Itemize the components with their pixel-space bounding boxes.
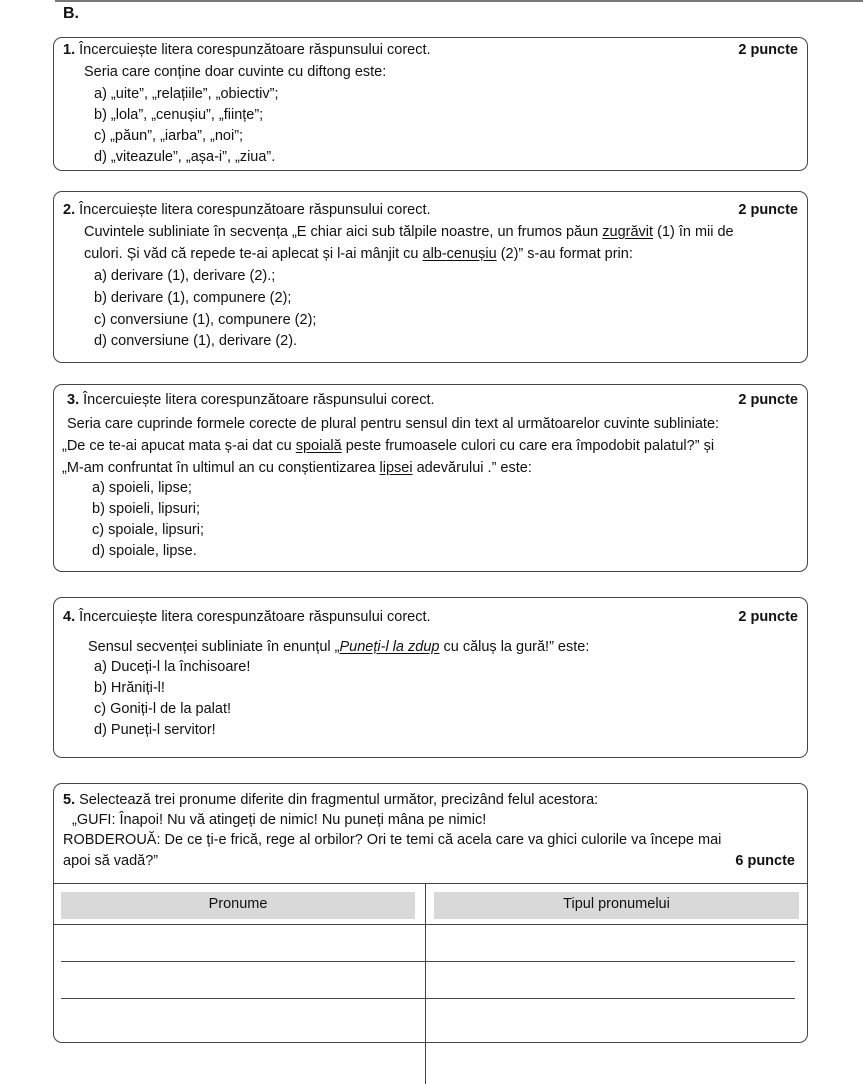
answer-option-c[interactable]: c) Goniți-l de la palat! xyxy=(94,701,232,717)
question-number: 5. xyxy=(63,792,76,808)
question-points: 2 puncte xyxy=(738,202,798,218)
question-number: 4. xyxy=(63,609,76,625)
answer-option-a[interactable]: a) spoieli, lipse; xyxy=(92,480,192,496)
answer-line[interactable] xyxy=(61,998,795,999)
answer-option-a[interactable]: a) Duceți-l la închisoare! xyxy=(94,659,251,675)
text-segment: Sensul secvenței subliniate în enunțul „ xyxy=(88,639,340,655)
question-1-header xyxy=(63,40,431,60)
question-3-box xyxy=(53,384,808,572)
table-header-separator xyxy=(53,924,808,925)
question-prompt xyxy=(88,637,589,657)
text-segment: (2)” s-au format prin: xyxy=(496,246,633,262)
question-points: 2 puncte xyxy=(738,42,798,58)
answer-option-b[interactable]: b) „lola”, „cenușiu”, „ființe”; xyxy=(94,107,264,123)
question-instruction: Selectează trei pronume diferite din fragmentul următor, precizând felul acestora: xyxy=(79,792,599,808)
question-5-box xyxy=(53,783,808,1043)
table-header-tipul-pronumelui: Tipul pronumelui xyxy=(434,892,799,919)
text-segment: adevărului .” este: xyxy=(412,460,532,476)
question-prompt-line xyxy=(62,436,714,456)
answer-option-c[interactable]: c) spoiale, lipsuri; xyxy=(92,522,205,538)
answer-option-a[interactable]: a) derivare (1), derivare (2).; xyxy=(94,268,276,284)
question-5-header xyxy=(63,790,598,810)
text-segment: cu căluș la gură!” este: xyxy=(439,639,590,655)
text-segment: „M-am confruntat în ultimul an cu conștientizarea xyxy=(62,460,380,476)
question-2-header xyxy=(63,200,431,220)
answer-option-d[interactable]: d) conversiune (1), derivare (2). xyxy=(94,333,298,349)
answer-option-c[interactable]: c) „păun”, „iarba”, „noi”; xyxy=(94,128,244,144)
question-points: 2 puncte xyxy=(738,392,798,408)
quoted-fragment-line: ROBDEROUĂ: De ce ți-e frică, rege al orbilor? Ori te temi că acela care va ghici culorile va începe mai xyxy=(63,832,722,848)
question-4-header xyxy=(63,607,431,627)
answer-line[interactable] xyxy=(61,961,795,962)
answer-option-b[interactable]: b) Hrăniți-l! xyxy=(94,680,165,696)
answer-option-c[interactable]: c) conversiune (1), compunere (2); xyxy=(94,312,317,328)
text-segment: culori. Și văd că repede te-ai aplecat și l-ai mânjit cu xyxy=(84,246,423,262)
question-4-box xyxy=(53,597,808,758)
question-points: 2 puncte xyxy=(738,609,798,625)
question-1-box xyxy=(53,37,808,171)
table-header-pronume: Pronume xyxy=(61,892,415,919)
text-segment: peste frumoasele culori cu care era împodobit palatul?” și xyxy=(341,438,715,454)
answer-option-a[interactable]: a) „uite”, „relațiile”, „obiectiv”; xyxy=(94,86,279,102)
text-segment: Cuvintele subliniate în secvența „E chiar aici sub tălpile noastre, un frumos păun xyxy=(84,224,603,240)
answer-option-b[interactable]: b) spoieli, lipsuri; xyxy=(92,501,200,517)
answer-option-d[interactable]: d) spoiale, lipse. xyxy=(92,543,197,559)
underlined-phrase: Puneți-l la zdup xyxy=(339,639,440,655)
question-prompt: Seria care conține doar cuvinte cu diftong este: xyxy=(84,64,387,80)
answer-option-d[interactable]: d) „viteazule”, „așa-i”, „ziua”. xyxy=(94,149,276,165)
answer-option-b[interactable]: b) derivare (1), compunere (2); xyxy=(94,290,292,306)
quoted-fragment-line: apoi să vadă?” xyxy=(63,853,159,869)
question-points: 6 puncte xyxy=(735,853,795,869)
question-2-box xyxy=(53,191,808,363)
question-instruction: Încercuiește litera corespunzătoare răspunsului corect. xyxy=(83,392,435,408)
text-segment: „De ce te-ai apucat mata ș-ai dat cu xyxy=(62,438,296,454)
question-prompt-line xyxy=(84,222,734,242)
question-prompt-line xyxy=(62,458,532,478)
question-number: 3. xyxy=(67,392,80,408)
underlined-word: lipsei xyxy=(379,460,413,476)
page-top-rule xyxy=(55,0,863,2)
question-prompt-line: Seria care cuprinde formele corecte de plural pentru sensul din text al următoarelor cuvinte subliniate: xyxy=(67,416,720,432)
pronoun-table xyxy=(53,883,808,1084)
underlined-word: spoială xyxy=(295,438,342,454)
answer-option-d[interactable]: d) Puneți-l servitor! xyxy=(94,722,216,738)
section-label: B. xyxy=(63,5,79,22)
question-instruction: Încercuiește litera corespunzătoare răspunsului corect. xyxy=(79,202,431,218)
underlined-word: alb-cenușiu xyxy=(422,246,497,262)
question-prompt-line xyxy=(84,244,633,264)
question-number: 1. xyxy=(63,42,76,58)
underlined-word: zugrăvit xyxy=(602,224,654,240)
question-3-header xyxy=(67,390,435,410)
question-instruction: Încercuiește litera corespunzătoare răspunsului corect. xyxy=(79,42,431,58)
question-number: 2. xyxy=(63,202,76,218)
question-instruction: Încercuiește litera corespunzătoare răspunsului corect. xyxy=(79,609,431,625)
text-segment: (1) în mii de xyxy=(653,224,734,240)
table-column-divider xyxy=(425,884,426,1084)
quoted-fragment-line: „GUFI: Înapoi! Nu vă atingeți de nimic! Nu puneți mâna pe nimic! xyxy=(72,812,487,828)
